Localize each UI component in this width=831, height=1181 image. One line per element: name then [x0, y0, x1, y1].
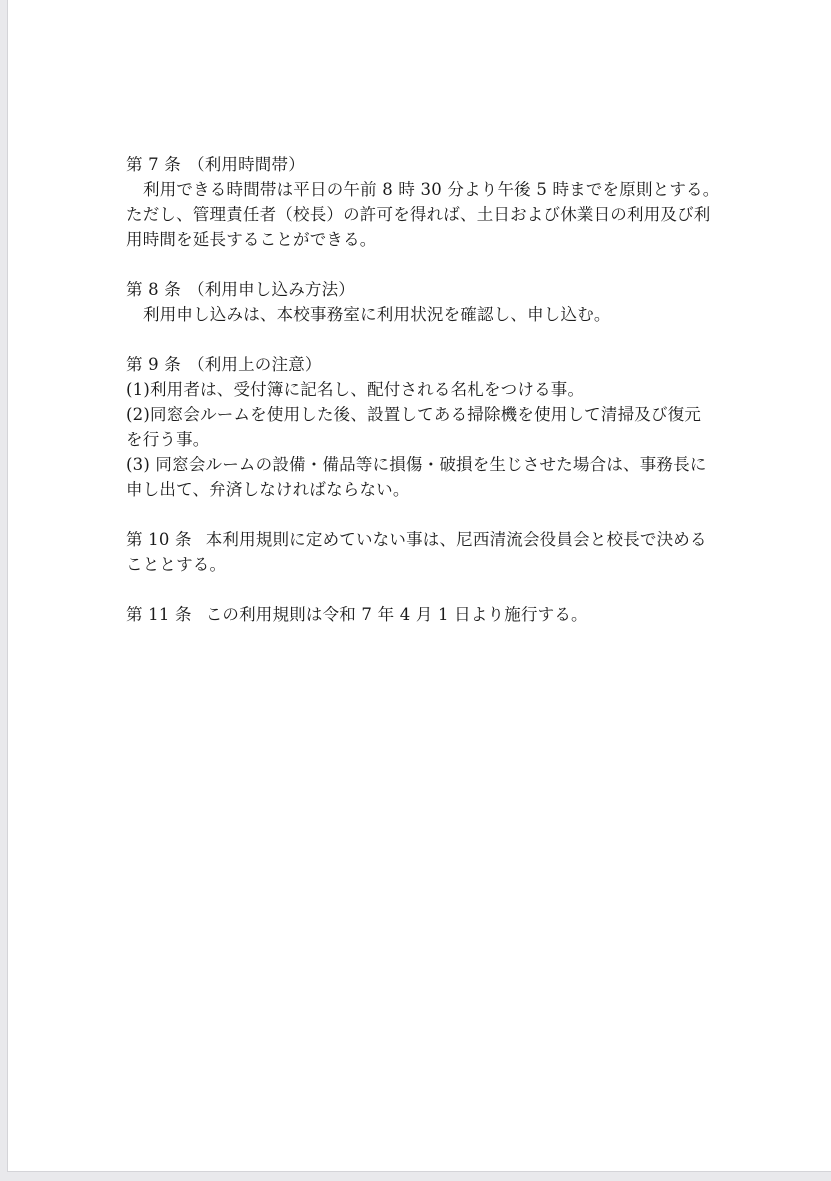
- article-10-line-2: こととする。: [126, 555, 227, 574]
- article-7-line-2: ただし、管理責任者（校長）の許可を得れば、土日および休業日の利用及び利: [126, 205, 711, 224]
- article-8: [126, 277, 736, 327]
- article-title: （利用上の注意）: [188, 355, 322, 374]
- article-title: （利用時間帯）: [188, 155, 305, 174]
- article-number: 第 11 条: [126, 605, 192, 624]
- article-11-line-1: この利用規則は令和 7 年 4 月 1 日より施行する。: [205, 605, 588, 624]
- document-page: [7, 0, 831, 1172]
- article-9-item-2: (2)同窓会ルームを使用した後、設置してある掃除機を使用して清掃及び復元: [126, 405, 702, 424]
- article-7-heading: [126, 152, 736, 177]
- article-title: （利用申し込み方法）: [188, 280, 355, 299]
- article-9-item-2-cont: を行う事。: [126, 430, 210, 449]
- article-8-line-1: 利用申し込みは、本校事務室に利用状況を確認し、申し込む。: [143, 305, 611, 324]
- article-number: 第 10 条: [126, 530, 192, 549]
- article-7-line-3: 用時間を延長することができる。: [126, 230, 377, 249]
- article-9-item-3: (3) 同窓会ルームの設備・備品等に損傷・破損を生じさせた場合は、事務長に: [126, 455, 707, 474]
- article-10: [126, 527, 736, 577]
- article-11-first-line: [126, 602, 736, 627]
- article-9-heading: [126, 352, 736, 377]
- article-number: 第 8 条: [126, 280, 181, 299]
- article-9: [126, 352, 736, 502]
- article-9-item-1: (1)利用者は、受付簿に記名し、配付される名札をつける事。: [126, 380, 585, 399]
- article-number: 第 9 条: [126, 355, 181, 374]
- article-11: [126, 602, 736, 627]
- document-body: [126, 152, 736, 652]
- article-8-heading: [126, 277, 736, 302]
- article-10-line-1: 本利用規則に定めていない事は、尼西清流会役員会と校長で決める: [205, 530, 707, 549]
- article-number: 第 7 条: [126, 155, 181, 174]
- article-7: [126, 152, 736, 252]
- article-9-item-3-cont: 申し出て、弁済しなければならない。: [126, 480, 410, 499]
- article-10-first-line: [126, 527, 736, 552]
- article-7-line-1: 利用できる時間帯は平日の午前 8 時 30 分より午後 5 時までを原則とする。: [143, 180, 720, 199]
